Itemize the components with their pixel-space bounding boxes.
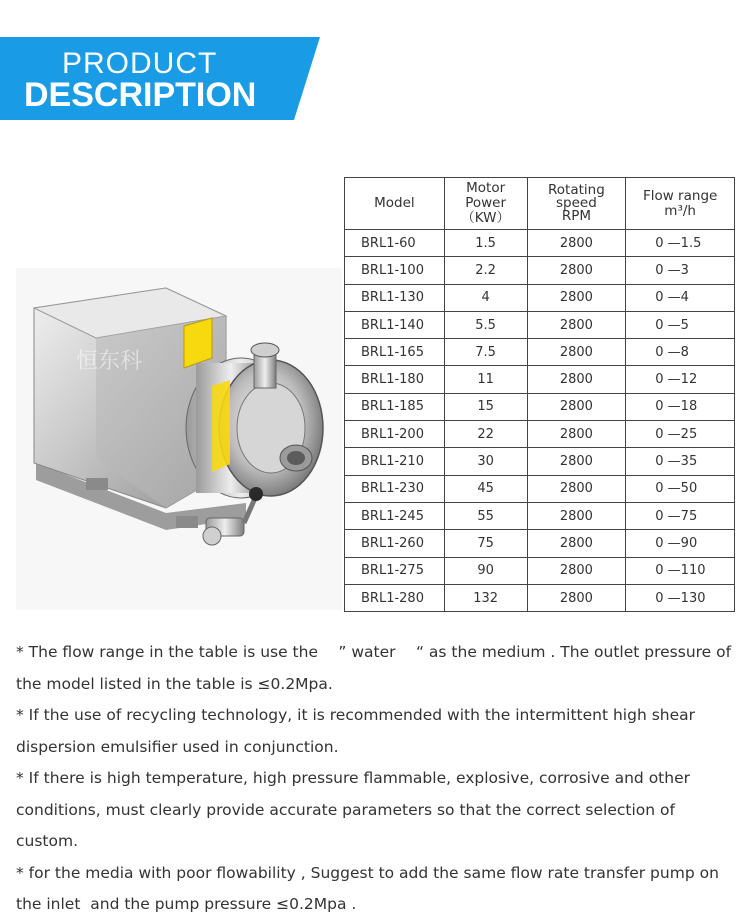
table-row bbox=[345, 257, 735, 284]
table-row bbox=[345, 393, 735, 420]
cell-speed: 2800 bbox=[527, 393, 626, 420]
watermark-text: 恒东科 bbox=[76, 349, 143, 374]
cell-flow-range: 0 —75 bbox=[626, 502, 735, 529]
cell-flow-range: 0 —4 bbox=[626, 284, 735, 311]
header-flow-range: Flow range m³/h bbox=[626, 178, 735, 230]
cell-model: BRL1-230 bbox=[345, 475, 445, 502]
table-row bbox=[345, 339, 735, 366]
cell-motor-power: 22 bbox=[444, 421, 527, 448]
table-row bbox=[345, 284, 735, 311]
cell-motor-power: 7.5 bbox=[444, 339, 527, 366]
cell-flow-range: 0 —25 bbox=[626, 421, 735, 448]
cell-model: BRL1-280 bbox=[345, 584, 445, 611]
cell-speed: 2800 bbox=[527, 284, 626, 311]
cell-speed: 2800 bbox=[527, 311, 626, 338]
cell-model: BRL1-200 bbox=[345, 421, 445, 448]
banner-title-line1: PRODUCT bbox=[62, 47, 218, 80]
cell-model: BRL1-260 bbox=[345, 530, 445, 557]
table-row bbox=[345, 230, 735, 257]
pump-illustration bbox=[16, 268, 342, 610]
cell-speed: 2800 bbox=[527, 448, 626, 475]
cell-motor-power: 5.5 bbox=[444, 311, 527, 338]
cell-flow-range: 0 —3 bbox=[626, 257, 735, 284]
table-row bbox=[345, 584, 735, 611]
cell-model: BRL1-60 bbox=[345, 230, 445, 257]
cell-motor-power: 90 bbox=[444, 557, 527, 584]
cell-model: BRL1-130 bbox=[345, 284, 445, 311]
table-row bbox=[345, 311, 735, 338]
cell-model: BRL1-165 bbox=[345, 339, 445, 366]
table-row bbox=[345, 557, 735, 584]
table-header-row bbox=[345, 178, 735, 230]
note-paragraph: * The flow range in the table is use the ” water “ as the medium . The outlet pressure of the model listed in the table is ≤0.2Mpa. bbox=[16, 643, 732, 693]
note-paragraph: * for the media with poor flowability , Suggest to add the same flow rate transfer pump on the inlet and the pump pressure ≤0.2Mpa . bbox=[16, 863, 719, 913]
cell-model: BRL1-180 bbox=[345, 366, 445, 393]
note-paragraph: * If there is high temperature, high pressure flammable, explosive, corrosive and other conditions, must clearly provide accurate parameters so that the correct selection of custom. bbox=[16, 769, 690, 850]
cell-flow-range: 0 —50 bbox=[626, 475, 735, 502]
cell-speed: 2800 bbox=[527, 584, 626, 611]
cell-model: BRL1-185 bbox=[345, 393, 445, 420]
cell-motor-power: 55 bbox=[444, 502, 527, 529]
cell-flow-range: 0 —8 bbox=[626, 339, 735, 366]
cell-flow-range: 0 —35 bbox=[626, 448, 735, 475]
header-motor-power: Motor Power （KW） bbox=[444, 178, 527, 230]
table-body bbox=[345, 230, 735, 612]
cell-motor-power: 45 bbox=[444, 475, 527, 502]
notes-section bbox=[16, 637, 736, 921]
cell-motor-power: 1.5 bbox=[444, 230, 527, 257]
cell-motor-power: 132 bbox=[444, 584, 527, 611]
header-rotating-speed: Rotating speed RPM bbox=[527, 178, 626, 230]
cell-model: BRL1-100 bbox=[345, 257, 445, 284]
cell-flow-range: 0 —130 bbox=[626, 584, 735, 611]
cell-speed: 2800 bbox=[527, 475, 626, 502]
cell-motor-power: 75 bbox=[444, 530, 527, 557]
cell-speed: 2800 bbox=[527, 421, 626, 448]
cell-speed: 2800 bbox=[527, 557, 626, 584]
header-model: Model bbox=[345, 178, 445, 230]
cell-flow-range: 0 —110 bbox=[626, 557, 735, 584]
cell-speed: 2800 bbox=[527, 257, 626, 284]
cell-motor-power: 11 bbox=[444, 366, 527, 393]
cell-flow-range: 0 —90 bbox=[626, 530, 735, 557]
cell-speed: 2800 bbox=[527, 230, 626, 257]
banner-title-line2: DESCRIPTION bbox=[24, 76, 257, 114]
cell-flow-range: 0 —1.5 bbox=[626, 230, 735, 257]
cell-model: BRL1-245 bbox=[345, 502, 445, 529]
table-row bbox=[345, 366, 735, 393]
cell-speed: 2800 bbox=[527, 530, 626, 557]
cell-flow-range: 0 —5 bbox=[626, 311, 735, 338]
cell-speed: 2800 bbox=[527, 339, 626, 366]
table-row bbox=[345, 530, 735, 557]
table-row bbox=[345, 502, 735, 529]
note-paragraph: * If the use of recycling technology, it is recommended with the intermittent high shear dispersion emulsifier used in conjunction. bbox=[16, 706, 695, 756]
cell-speed: 2800 bbox=[527, 366, 626, 393]
cell-motor-power: 2.2 bbox=[444, 257, 527, 284]
cell-motor-power: 4 bbox=[444, 284, 527, 311]
cell-motor-power: 15 bbox=[444, 393, 527, 420]
cell-model: BRL1-275 bbox=[345, 557, 445, 584]
table-row bbox=[345, 421, 735, 448]
spec-table bbox=[344, 177, 735, 612]
cell-flow-range: 0 —12 bbox=[626, 366, 735, 393]
cell-flow-range: 0 —18 bbox=[626, 393, 735, 420]
table-row bbox=[345, 448, 735, 475]
cell-model: BRL1-210 bbox=[345, 448, 445, 475]
cell-motor-power: 30 bbox=[444, 448, 527, 475]
cell-speed: 2800 bbox=[527, 502, 626, 529]
table-row bbox=[345, 475, 735, 502]
product-photo bbox=[16, 268, 342, 610]
cell-model: BRL1-140 bbox=[345, 311, 445, 338]
